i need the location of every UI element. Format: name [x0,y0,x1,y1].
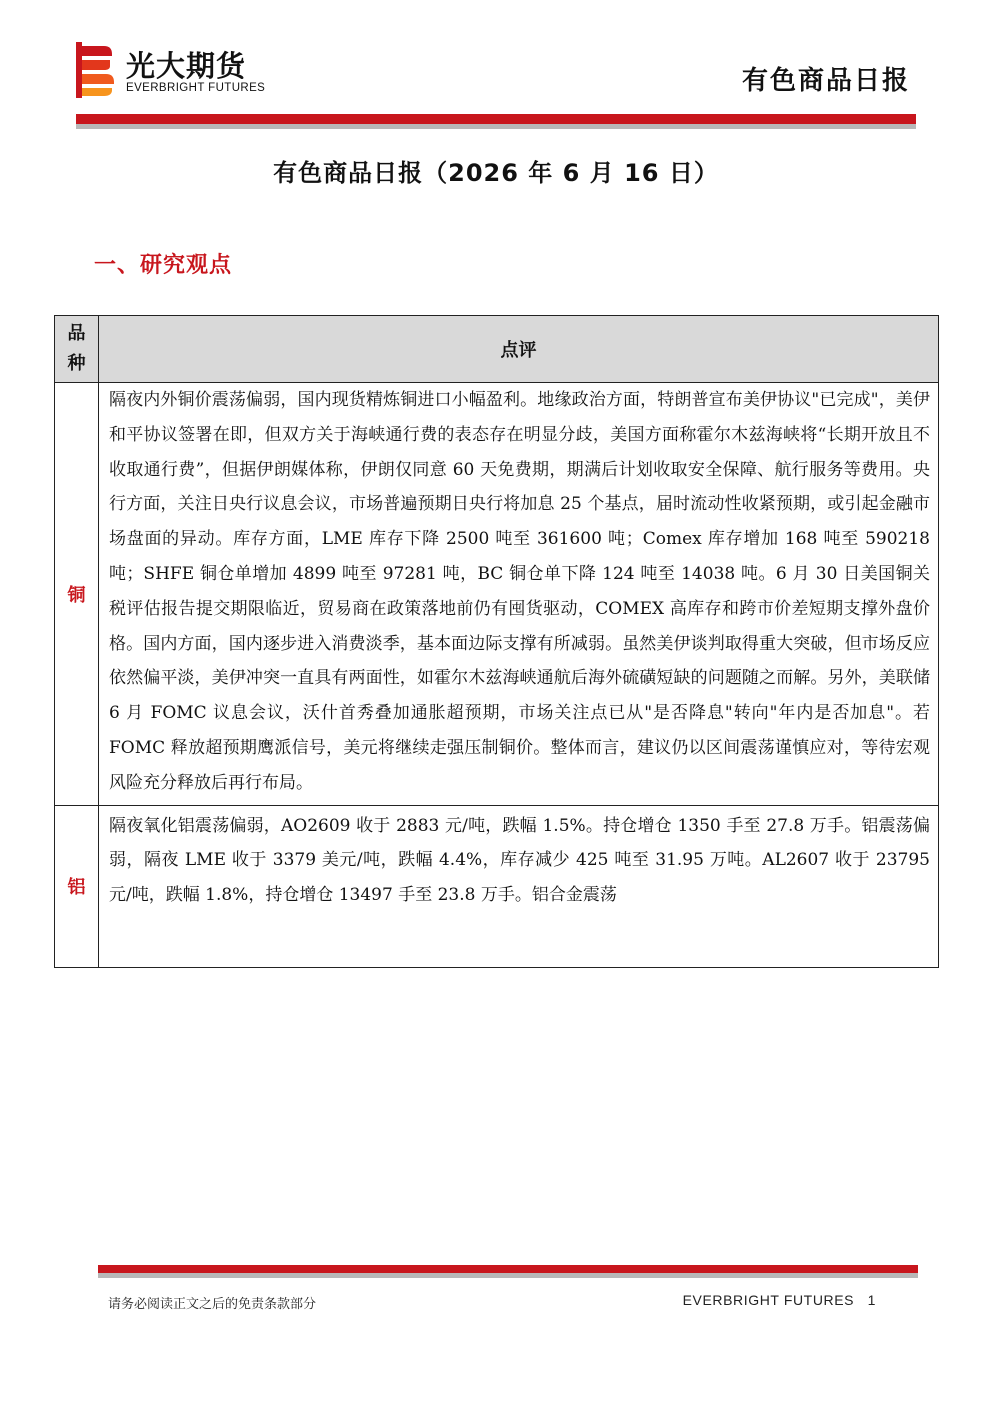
footer-brand-page [683,1292,876,1308]
company-logo [76,42,306,102]
header-rule-grey [76,124,916,129]
comment-cell-aluminium [99,805,939,967]
logo-english-name: EVERBRIGHT FUTURES [126,82,266,94]
section-heading: 一、研究观点 [94,253,233,278]
column-header-comment: 点评 [99,316,939,383]
column-header-variety-line2: 种 [67,353,86,374]
column-header-variety-line1: 品 [67,323,86,344]
table-row-copper [55,383,939,806]
document-title: 有色商品日报（2026 年 6 月 16 日） [273,159,719,187]
column-header-variety [55,316,99,383]
header-rule-red [76,114,916,124]
table-row-aluminium [55,805,939,967]
variety-cell-aluminium: 铝 [55,805,99,967]
logo-chinese-name: 光大期货 [126,49,247,83]
research-table [54,315,939,968]
footer-rule-grey [98,1273,918,1278]
header-report-type: 有色商品日报 [741,66,910,96]
comment-text-copper: 隔夜内外铜价震荡偏弱，国内现货精炼铜进口小幅盈利。地缘政治方面，特朗普宣布美伊协议"已完成"，美伊和平协议签署在即，但双方关于海峡通行费的表态存在明显分歧，美国方面称霍尔木兹海峡将“长期开放且不收取通行费”，但据伊朗媒体称，伊朗仅同意 60 天免费期，期满后计划收取安全保障、航行服务等费用。央行方面，关注日央行议息会议，市场普遍预期日央行将加息 25 个基点，届时流动性收紧预期，或引起金融市场盘面的异动。库存方面，LME 库存下降 2500 吨至 361600 吨；Comex 库存增加 168 吨至 590218 吨；SHFE 铜仓单增加 4899 吨至 97281 吨，BC 铜仓单下降 124 吨至 14038 吨。6 月 30 日美国铜关税评估报告提交期限临近，贸易商在政策落地前仍有囤货驱动，COMEX 高库存和跨市价差短期支撑外盘价格。国内方面，国内逐步进入消费淡季，基本面边际支撑有所减弱。虽然美伊谈判取得重大突破，但市场反应依然偏平淡，美伊冲突一直具有两面性，如霍尔木兹海峡通航后海外硫磺短缺的问题随之而解。另外，美联储 6 月 FOMC 议息会议，沃什首秀叠加通胀超预期，市场关注点已从"是否降息"转向"年内是否加息"。若 FOMC 释放超预期鹰派信号，美元将继续走强压制铜价。整体而言，建议仍以区间震荡谨慎应对，等待宏观风险充分释放后再行布局。 [109,390,930,793]
comment-text-aluminium: 隔夜氧化铝震荡偏弱，AO2609 收于 2883 元/吨，跌幅 1.5%。持仓增仓 1350 手至 27.8 万手。铝震荡偏弱，隔夜 LME 收于 3379 美元/吨，跌幅 4.4%，库存减少 425 吨至 31.95 万吨。AL2607 收于 23795 元/吨，跌幅 1.8%，持仓增仓 13497 手至 23.8 万手。铝合金震荡 [109,815,930,906]
footer-brand: EVERBRIGHT FUTURES [682,1292,855,1308]
footer-disclaimer: 请务必阅读正文之后的免责条款部分 [108,1297,317,1312]
footer-rule-red [98,1265,918,1273]
table-header-row [55,316,939,383]
comment-cell-copper [99,383,939,806]
page-number: 1 [867,1292,876,1308]
logo-mark-icon [76,42,116,98]
variety-cell-copper: 铜 [55,383,99,806]
